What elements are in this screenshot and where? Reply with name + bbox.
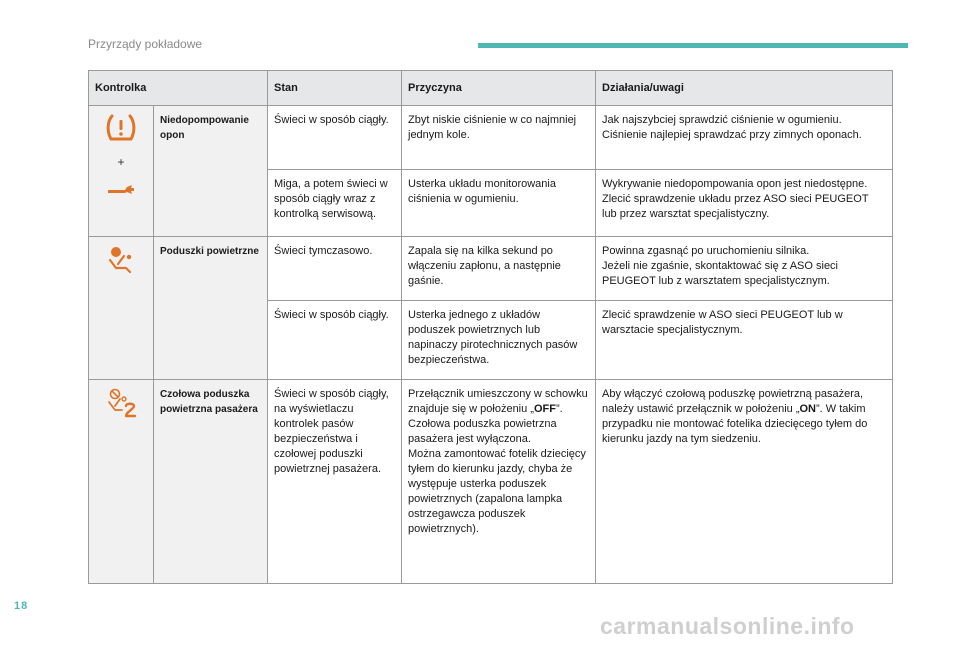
passenger-cause-c: Czołowa poduszka powietrzna pasażera jest wyłączona. [408,418,557,445]
page-section-title: Przyrządy pokładowe [88,37,203,51]
airbag-icon [106,244,136,274]
header-accent-bar [478,43,908,48]
passenger-airbag-name: Czołowa poduszka powietrzna pasażera [154,380,268,584]
warning-lights-table [88,70,893,584]
airbag-row1-state: Świeci tymczasowo. [268,237,402,301]
passenger-action-b: ”. W takim przypadku nie montować fotelika dziecięcego tyłem do kierunku jazdy na tym siedzeniu. [602,403,868,445]
airbag-row2-state: Świeci w sposób ciągły. [268,301,402,380]
table-row [89,106,893,170]
table-header-row [89,71,893,106]
passenger-action [596,380,893,584]
tyre-warning-name: Niedopompowanie opon [154,106,268,237]
airbag-row2-cause: Usterka jednego z układów poduszek powietrznych lub napinaczy pirotechnicznych pasów bezpieczeństwa. [402,301,596,380]
tyre-row1-cause: Zbyt niskie ciśnienie w co najmniej jednym kole. [402,106,596,170]
passenger-cause-a: Przełącznik umieszczony w schowku znajduje się w położeniu „ [408,388,588,415]
airbag-row1-action-line2: Jeżeli nie zgaśnie, skontaktować się z ASO sieci PEUGEOT lub z warsztatem specjalistycznym. [602,260,839,287]
airbag-row1-action [596,237,893,301]
plus-sign: + [117,155,125,169]
column-header-dzialania: Działania/uwagi [596,71,893,106]
passenger-action-on: ON [799,403,816,415]
passenger-cause-d: Można zamontować fotelik dziecięcy tyłem do kierunku jazdy, chyba że występuje usterka poduszek powietrznych (zapalona lampka ostrzegawcza poduszek powietrznych). [408,448,586,535]
wrench-icon [106,181,136,195]
airbag-row1-cause: Zapala się na kilka sekund po włączeniu zapłonu, a następnie gaśnie. [402,237,596,301]
passenger-airbag-off-icon [104,387,138,419]
passenger-cause-b: ”. [555,403,563,415]
tyre-row1-action: Jak najszybciej sprawdzić ciśnienie w ogumieniu. Ciśnienie najlepiej sprawdzać przy zimnych oponach. [596,106,893,170]
tyre-row2-action: Wykrywanie niedopompowania opon jest niedostępne. Zlecić sprawdzenie układu przez ASO sieci PEUGEOT lub przez warsztat specjalistyczny. [596,170,893,237]
tyre-icon-cell [89,106,154,237]
airbag-warning-name: Poduszki powietrzne [154,237,268,380]
passenger-cause-off: OFF [533,403,556,415]
tyre-row2-state: Miga, a potem świeci w sposób ciągły wraz z kontrolką serwisową. [268,170,402,237]
column-header-przyczyna: Przyczyna [402,71,596,106]
watermark: carmanualsonline.info [600,613,855,639]
column-header-kontrolka: Kontrolka [89,71,268,106]
airbag-row1-action-line1: Powinna zgasnąć po uruchomieniu silnika. [602,245,810,257]
page-number: 18 [14,600,29,612]
passenger-action-a: Aby włączyć czołową poduszkę powietrzną pasażera, należy ustawić przełącznik w położeniu „ [602,388,864,415]
passenger-airbag-icon-cell [89,380,154,584]
tyre-row2-cause: Usterka układu monitorowania ciśnienia w ogumieniu. [402,170,596,237]
column-header-stan: Stan [268,71,402,106]
airbag-row2-action: Zlecić sprawdzenie w ASO sieci PEUGEOT lub w warsztacie specjalistycznym. [596,301,893,380]
table-row [89,237,893,301]
passenger-cause [402,380,596,584]
airbag-icon-cell [89,237,154,380]
passenger-state: Świeci w sposób ciągły, na wyświetlaczu kontrolek pasów bezpieczeństwa i czołowej poduszki powietrznej pasażera. [268,380,402,584]
tyre-pressure-warning-icon [105,113,137,143]
table-row [89,380,893,584]
tyre-row1-state: Świeci w sposób ciągły. [268,106,402,170]
